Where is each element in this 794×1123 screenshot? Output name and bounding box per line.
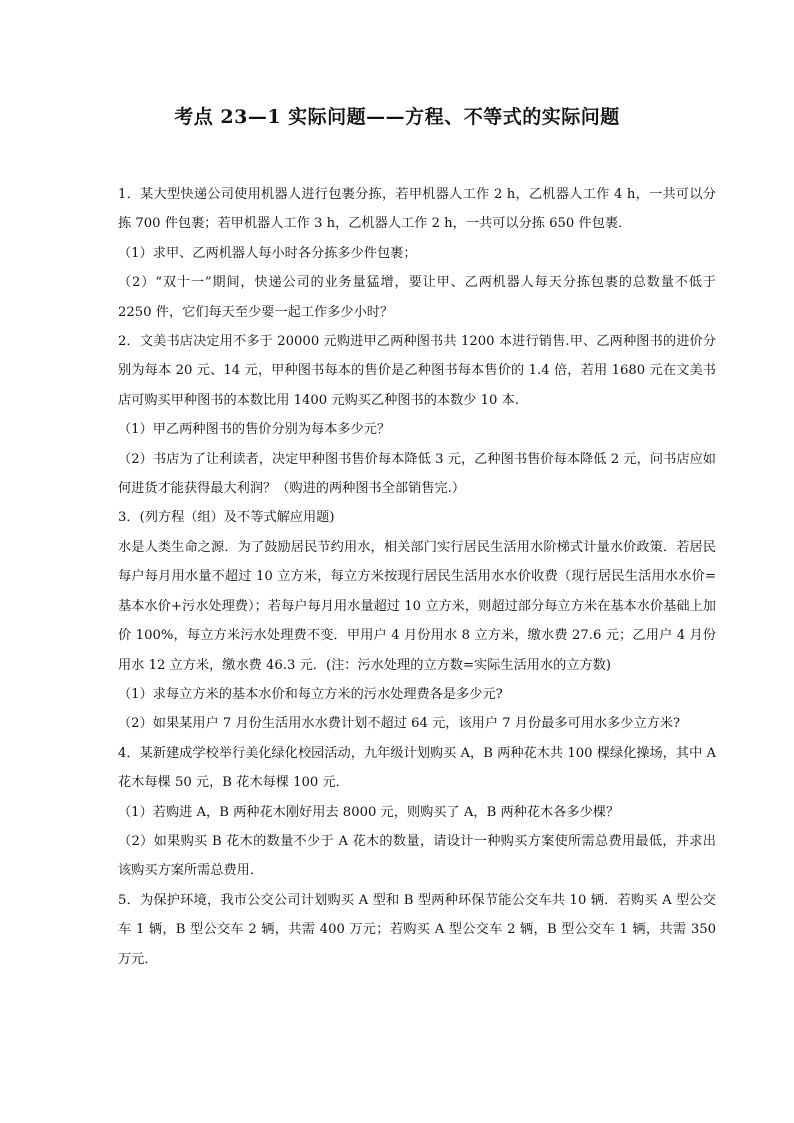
problem-3-part-2: （2）如果某用户 7 月份生活用水水费计划不超过 64 元，该用户 7 月份最多可用水多少立方米? (118, 716, 681, 732)
problem-2-stem: 2．文美书店决定用不多于 20000 元购进甲乙两种图书共 1200 本进行销售.甲、乙两种图书的进价分别为每本 20 元、14 元，甲种图书每本的售价是乙种图书每本售价的 1.4 倍，若用 1680 元在文美书店可购买甲种图书的本数比用 1400 元购买乙种图书的本数少 10 本. (118, 334, 716, 408)
problem-4-part-1: （1）若购进 A，B 两种花木刚好用去 8000 元，则购买了 A，B 两种花木各多少棵？ (118, 804, 620, 820)
problem-3-heading: 3．(列方程（组）及不等式解应用题) (118, 510, 335, 526)
problem-3-part-1: （1）求每立方米的基本水价和每立方米的污水处理费各是多少元? (118, 686, 503, 702)
problem-2-part-1: （1）甲乙两种图书的售价分别为每本多少元？ (118, 422, 391, 438)
problem-4-part-2: （2）如果购买 B 花木的数量不少于 A 花木的数量，请设计一种购买方案使所需总费用最低，并求出该购买方案所需总费用． (118, 833, 716, 879)
problem-4-stem: 4．某新建成学校举行美化绿化校园活动，九年级计划购买 A，B 两种花木共 100 棵绿化操场，其中 A 花木每棵 50 元，B 花木每棵 100 元． (118, 745, 716, 791)
problem-5-stem: 5．为保护环境，我市公交公司计划购买 A 型和 B 型两种环保节能公交车共 10 辆．若购买 A 型公交车 1 辆，B 型公交车 2 辆，共需 400 万元；若购买 A 型公交车 2 辆，B 型公交车 1 辆，共需 350 万元． (118, 892, 716, 967)
problem-3-stem: 水是人类生命之源．为了鼓励居民节约用水，相关部门实行居民生活用水阶梯式计量水价政策．若居民每户每月用水量不超过 10 立方米，每立方米按现行居民生活用水水价收费（现行居民生活用水水价=基本水价+污水处理费）；若每户每月用水量超过 10 立方米，则超过部分每立方米在基本水价基础上加价 100%，每立方米污水处理费不变．甲用户 4 月份用水 8 立方米，缴水费 27.6 元；乙用户 4 月份用水 12 立方米，缴水费 46.3 元．(注：污水处理的立方数=实际生活用水的立方数) (118, 539, 716, 673)
page-title: 考点 23—1 实际问题——方程、不等式的实际问题 (174, 106, 620, 128)
problem-2-part-2: （2）书店为了让利读者，决定甲种图书售价每本降低 3 元，乙种图书售价每本降低 2 元，问书店应如何进货才能获得最大利润？（购进的两种图书全部销售完.） (118, 451, 716, 497)
problem-content (118, 180, 716, 974)
problem-1-stem: 1．某大型快递公司使用机器人进行包裹分拣，若甲机器人工作 2 h，乙机器人工作 4 h，一共可以分拣 700 件包裹；若甲机器人工作 3 h，乙机器人工作 2 h，一共可以分拣 650 件包裹． (118, 187, 716, 232)
problem-1-part-2: （2）“双十一”期间，快递公司的业务量猛增，要让甲、乙两机器人每天分拣包裹的总数量不低于 2250 件，它们每天至少要一起工作多少小时？ (118, 275, 716, 320)
problem-1-part-1: （1）求甲、乙两机器人每小时各分拣多少件包裹； (118, 245, 417, 261)
